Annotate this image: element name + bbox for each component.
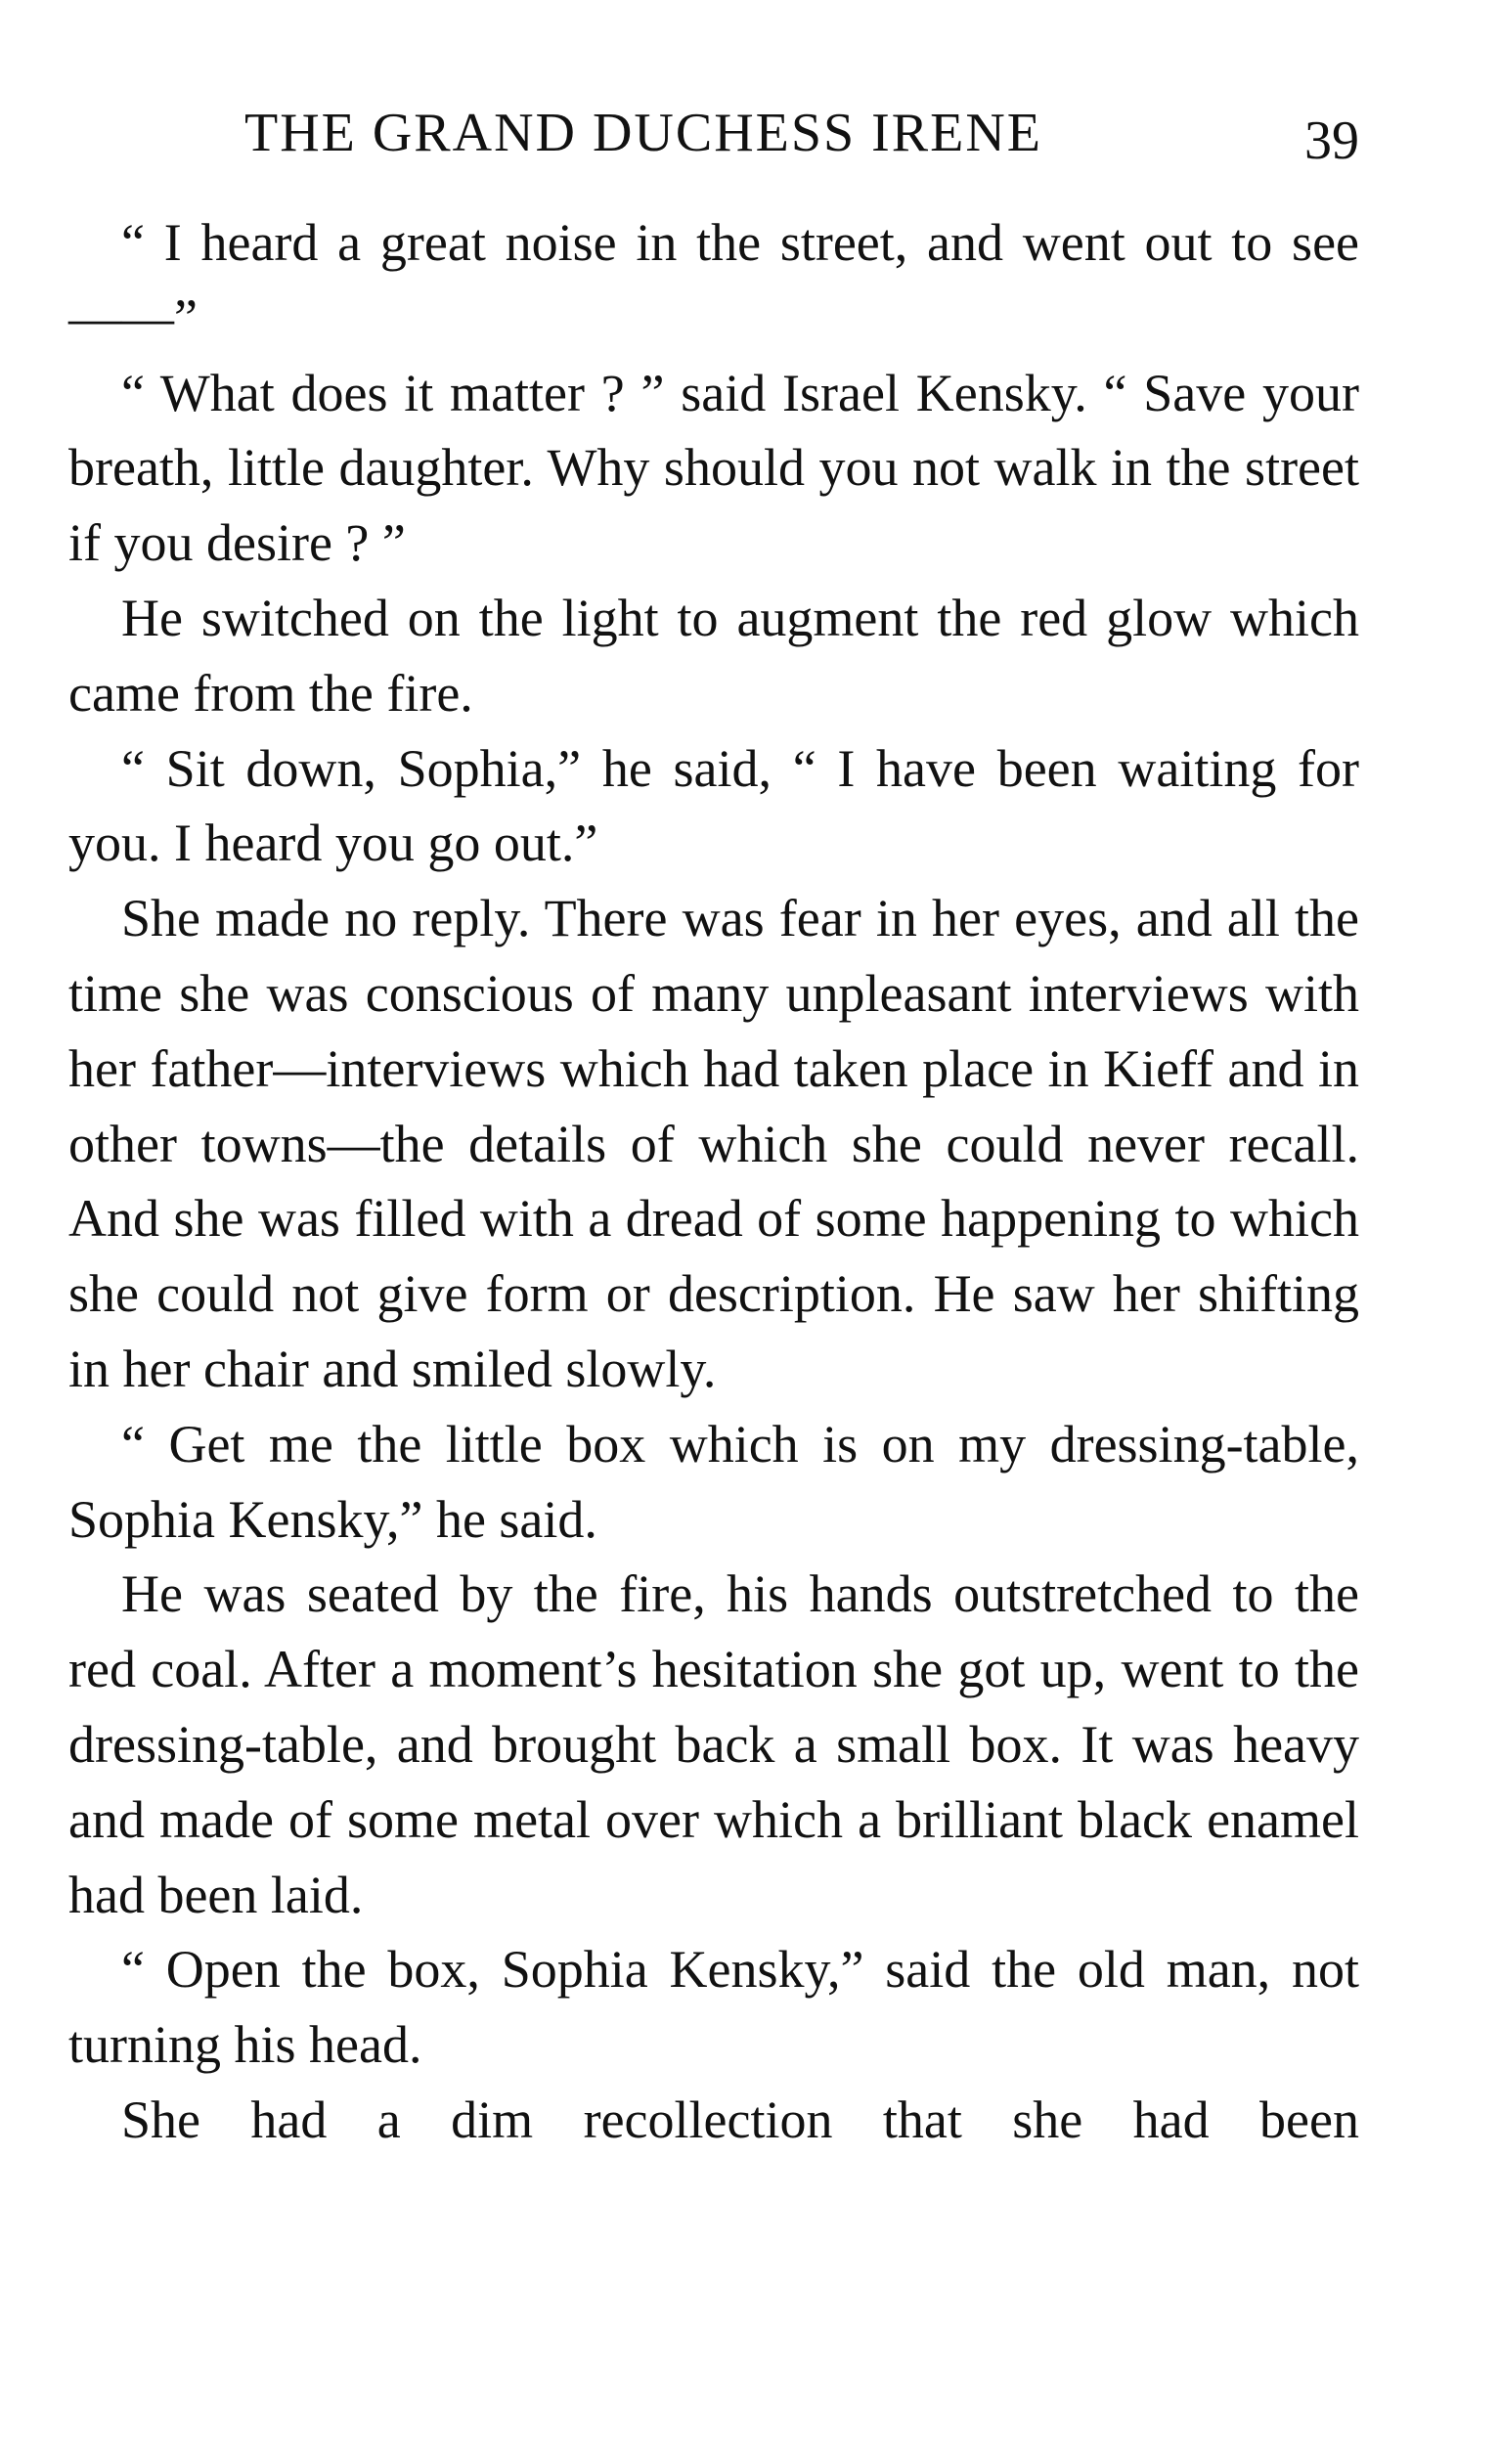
paragraph: She made no reply. There was fear in her eyes, and all the time she was conscious of many unpleasant interviews with her father—interviews which had taken place in Kieff and in other towns—the details of which she could never recall. And she was filled with a dread of some happening to which she could not give form or description. He saw her shifting in her chair and smiled slowly. — [68, 889, 1359, 1398]
body-text — [68, 205, 1359, 2158]
paragraph: “ What does it matter ? ” said Israel Kensky. “ Save your breath, little daughter. Why should you not walk in the street if you desire ? ” — [68, 363, 1359, 573]
page-number: 39 — [1304, 110, 1359, 171]
paragraph: She had a dim recollection that she had been — [121, 2090, 1359, 2149]
paragraph: “ Get me the little box which is on my dressing-table, Sophia Kensky,” he said. — [68, 1414, 1359, 1549]
paragraph: “ Open the box, Sophia Kensky,” said the old man, not turning his head. — [68, 1940, 1359, 2075]
chapter-title: THE GRAND DUCHESS IRENE — [244, 103, 1042, 163]
paragraph: He switched on the light to augment the red glow which came from the fire. — [68, 588, 1359, 723]
paragraph: “ I heard a great noise in the street, and went out to see——” — [68, 213, 1359, 347]
paragraph: He was seated by the fire, his hands outstretched to the red coal. After a moment’s hesitation she got up, went to the dressing-table, and brought back a small box. It was heavy and made of some metal over which a brilliant black enamel had been laid. — [68, 1564, 1359, 1924]
paragraph: “ Sit down, Sophia,” he said, “ I have been waiting for you. I heard you go out.” — [68, 738, 1359, 873]
running-head — [68, 94, 1359, 172]
